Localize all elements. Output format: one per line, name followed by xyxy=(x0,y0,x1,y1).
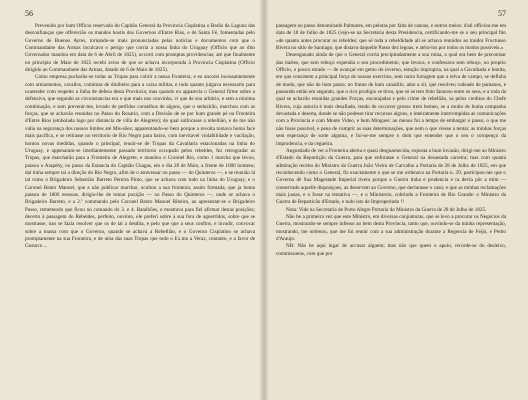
right-page-text xyxy=(276,23,506,258)
left-page-text xyxy=(25,23,255,251)
paragraph: Não he a primeira vez que este Ministro, em diversas conjunturas, que se levo a procurar os Negocios da Guerra, mostrando-se sempre infenso ao bem desta Provincia, tanto que, ouvindo-se da minha representação, mostrando, me ordenou, que me fui reunir com a sua administração durante a Regencia de Feijó, e Pedro d'Araujo. xyxy=(276,213,506,242)
right-page xyxy=(264,0,528,400)
paragraph: Desenganado ainda de que o General corria precipitadamente a sua ruina, a qual era bem de preconisar das razões, que sem rebuço expendia o seu procedimento, que levava, e confessava sem rebuço, no proprio Officio, o pouco estado — de avançar em gemo do inverno, estação impropria, na qual a Gavalhada e bonita, em que consistem a principal força de nossos exercitos, sem outra forragem que a relva de campo, se definha de modo, que não de hum passo; no frame de hum canalillo, amo a sil, que resolveu rodeado de pantanos, e passando então em segundo, que o rico prodigio se tirou, que só se tem feito fannoso entre os seus, e a roda da qual se achavão reunidas grandes Forças, encorajadas e pelo crime de rebellião, sa pelos creditos do Chefe Rivera, cuja astucia é mais desafiado, tendo de occorrer grosso trem bemen, se a muito de huma campanha devastada e deserta, donde se não podesse tirar recursos alguns, e inteiramente interrompidas as comunicações com a Provincia e com Monte Video, e bem Mingues: ao menos fui a tempo de embargar o passo, o que me não fosse possivel, e pena de cumprir as suas determinações, que nem o que viesse a tentar, as minhas forças sem esperança de sorte alguma, e foi-se-me sempre o dom que entender que o seu o coropenço da imprudencia, e da cegueira. xyxy=(276,52,506,147)
page-number-left: 56 xyxy=(25,9,33,18)
note: Nota: Vide na Secretaria de Porto Alegre Portaria do Ministro da Guerra de 28 de Julho de 1825. xyxy=(286,206,487,213)
paragraph: Angustiado de ver a Fronteira aberta e quasi desguarnecida, exposta a hum invasão, dirigi-me ao Ministro d'Estado da Repartição da Guerra, para que enforasse o General na desassada carreira; mas com quanta admiração recebo do Ministro da Guerra João Vieira de Carvalho a Portaria de 28 de Julho de 1825, em que reconhecendo como o General, fiz exactamente o que se me ordenava na Portaria n. 29, participou-me que o Governo dé Sua Magestade Imperial tivera porque a Guerra tinha e prudencia e ra devia pôr a mim — conservado aquelle disposiçoes, as desorvem ao Governo, que declarasse o caso; e que as minhas reclamações mais justas, e o fosse na tentativa —, e o Ministerio, cobrindo a Fronteira de Rio Grande: o Ministro da Guerra de Reparticão d'Estado, e tudo isto de Improperiado !! xyxy=(276,147,506,206)
paragraph: NB: Não he aqui lugar de accusar alguem; mas não que quem o apoio, recorde-se do desleixo, commissoens, com que por xyxy=(276,243,506,257)
paragraph: Prevenido por hum Officio reservado do Capitão General da Provincia Cisplatina o Barão da Laguna das desconfianças que offerecião os mandos hostis dos Governos d'Entre Rios, e de Santa Fé, fomentadas pelo Governo de Buenos Ayres, tornando-se mais pronunciadas pelas noticias e documentos com que o Commandante das Armas inculcava o perigo que corria a nossa linha do Uruguay (Officio que ao dito Governador mandou em data de 6 de Abril de 1825), occorri com promptas providencias; até que finalmente no principio de Maio de 1825 recebi aviso de que se achava incorporada à Provincia Cisplatina (Officio dirigido ao Commandante das Armas, datado de 6 de Maio de 1825). xyxy=(25,23,255,74)
paragraph: passagem no passo denominado Palmares, em pelotas por falta de canoas, e outros meios: d'ali officiou-me em data de 18 de Julho de 1825 (vejo-se na Secretaria desta Presidencia, certificando-me se o seu principal fito «de quanto antes procurar os rebeldes; que sé toda a rebeldidade ali se achava reunidos ao traidor Fructuoso Rivera no sitio de Santiago, que distava daquelle Passo dez legoas, e atéra-los por todos os modos possiveis.» xyxy=(276,23,506,52)
paragraph: Como empresa pucharão-se todas as Tropas para cobrir a nossa Fronteira, e eu ancorei incessantemente com armamentos, cavallos, comimas de diniheiro para a caixa militar, e tudo quanto julgava necessario para ocatender com respeito a linha de defesa desta Provincia; mas quando eu apparecia o General firme sobre a defensiva, que segundo as circunstancias era o que mais nos convinha, vi que de sou arbitrio, e sem a minima combinação, e sem prevenir-me, levado de perfidos conselhos de alguns, que o seduzirão, marchou com as forças, que se achavão reunidas no Passo do Rosario, com a Decisão de se por hum grande pé na Fronteira d'Entre Rios (embolada logo por distancia de villa de Alegrete); do qual sulfocasse a rebellião, e de me não valia na segurança dos nossos limites até Mis-sões; apparentando-se bem porque a revolta tomava huma face mais pacifica, e se retirasse no territorio de Rio Negro para baixo, com inevitavel violabilidade e vacilação, hontou novas medidas, quando o principal, reunir-se de Tropas da Cavallaria estacionadas na linha do Uruguay, e appenaram-se imediantemente passado territorio occupado pelos rebeldes, fez retrogradar as Tropas, que marcharão para a Fronteira de Alegrete, e mandou o Coronel Rio, como 1 marcha que levou, passou o Arapehy, no passo da Estancia do Capitão Chagas, em o dia 28 de Maio, a frente de 1000 homens; dal tinha sempre tal a direção do Rio Negro, afim de o atravessar no passo — do Quinteros —, e se reunião lá tal rumo o Brigadeiro Sebastião Barreto Pereira Pinto, que se achava com tudo na linha do Uruguay, e o Coronel Bento Manoel, que a não publicar marchar, ocultou a sua fronteira, assim formada, que ja huma passou de 1800 nessoas, dirigio-lhe de tomar pozição — no Passo do Quinteros —, onde se achava o Brigadeiro Barreto, e a 2.º commando pelo Coronel Bento Manoel Ribeiro, ao apresentar-se o Brigadeiro Passo, remettendo que ficou no comando do 3. e 4. Batalhões, e mostrava para fiel afirmar destas posições; decerto à passagem do Rebeldes, perfeito, ouvinto, ele preferi sobre a sua fora de aguerridos, sobre que se mostrasse, nao se fazia resolver que os de tal a desdita, e pelo que que a seus confins, e invadir, convocar sobre a massa com que o Governo, quando se achava a Rebellião, e o Governo Cisplatino se achava promptamente na sua Fronteira, e de uma das suas Tropas que todo o Ex.mo a Veraz, contanto, e a favor de Gustavo ... xyxy=(25,74,255,250)
page-number-right: 57 xyxy=(498,9,506,18)
